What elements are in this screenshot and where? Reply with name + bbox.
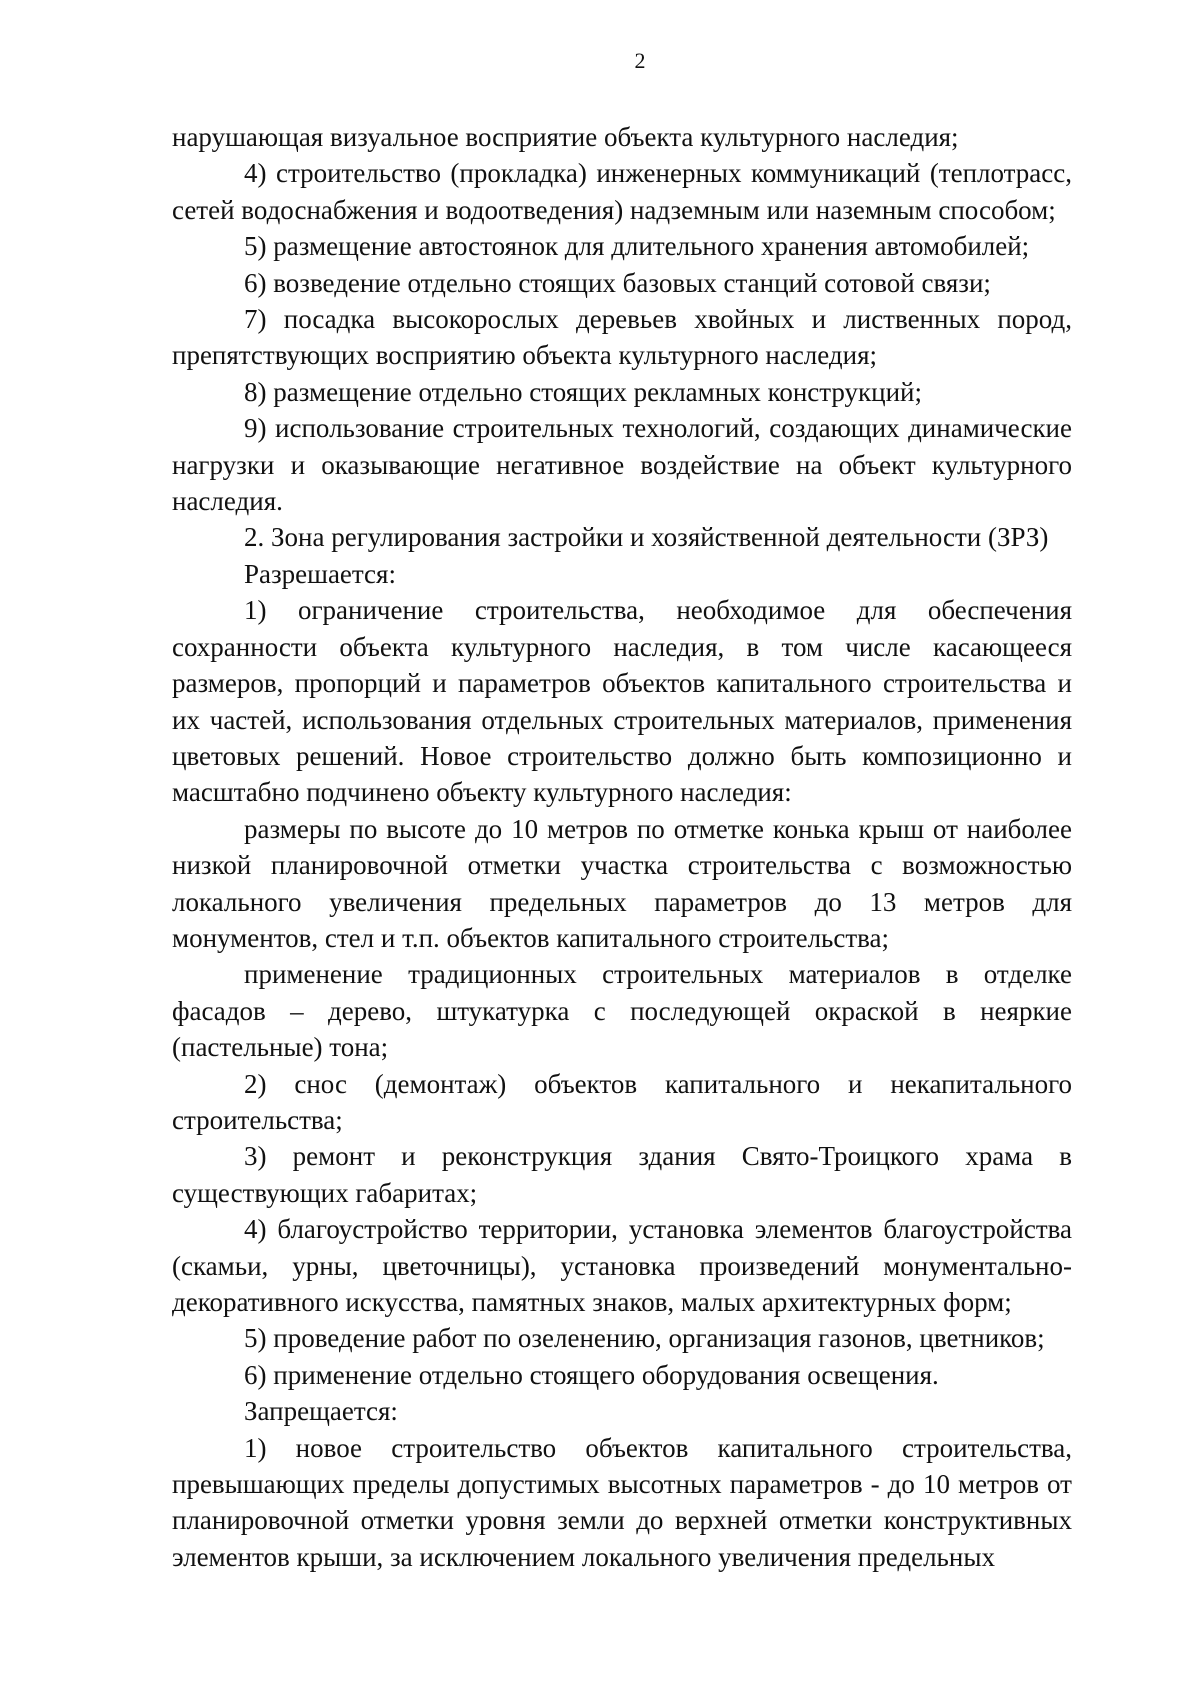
forbidden-heading: Запрещается:: [244, 1396, 398, 1427]
paragraph-item-6: 6) возведение отдельно стоящих базовых станций сотовой связи;: [244, 267, 991, 298]
allowed-heading: Разрешается:: [244, 558, 396, 589]
paragraph-item-5: 5) размещение автостоянок для длительного хранения автомобилей;: [244, 231, 1030, 262]
section-heading-zrz: 2. Зона регулирования застройки и хозяйственной деятельности (ЗРЗ): [244, 522, 1049, 553]
paragraph-item-7: 7) посадка высокорослых деревьев хвойных и лиственных пород, препятствующих восприятию объекта культурного наследия;: [172, 304, 1072, 371]
paragraph-item-4: 4) строительство (прокладка) инженерных коммуникаций (теплотрасс, сетей водоснабжения и водоотведения) надземным или наземным способом;: [172, 158, 1072, 225]
allowed-item-1: 1) ограничение строительства, необходимое для обеспечения сохранности объекта культурного наследия, в том числе касающееся размеров, пропорций и параметров объектов капитального строительства и их частей, использования отдельных строительных материалов, применения цветовых решений. Новое строительство должно быть композиционно и масштабно подчинено объекту культурного наследия:: [172, 595, 1072, 808]
allowed-item-4: 4) благоустройство территории, установка элементов благоустройства (скамьи, урны, цветочницы), установка произведений монументально-декоративного искусства, памятных знаков, малых архитектурных форм;: [172, 1214, 1072, 1317]
allowed-item-6: 6) применение отдельно стоящего оборудования освещения.: [244, 1359, 939, 1390]
forbidden-item-1: 1) новое строительство объектов капитального строительства, превышающих пределы допустимых высотных параметров - до 10 метров от планировочной отметки уровня земли до верхней отметки конструктивных элементов крыши, за исключением локального увеличения предельных: [172, 1432, 1072, 1572]
paragraph-item-8: 8) размещение отдельно стоящих рекламных конструкций;: [244, 376, 923, 407]
allowed-item-3: 3) ремонт и реконструкция здания Свято-Троицкого храма в существующих габаритах;: [172, 1141, 1072, 1208]
paragraph-continuation: нарушающая визуальное восприятие объекта культурного наследия;: [172, 122, 959, 152]
allowed-item-5: 5) проведение работ по озеленению, организация газонов, цветников;: [244, 1323, 1045, 1354]
paragraph-item-9: 9) использование строительных технологий, создающих динамические нагрузки и оказывающие негативное воздействие на объект культурного наследия.: [172, 413, 1072, 517]
document-body: [172, 0, 1072, 1575]
allowed-item-1-height: размеры по высоте до 10 метров по отметке конька крыш от наиболее низкой планировочной отметки участка строительства с возможностью локального увеличения предельных параметров до 13 метров для монументов, стел и т.п. объектов капитального строительства;: [172, 813, 1072, 953]
page-number: 2: [634, 48, 646, 73]
allowed-item-1-materials: применение традиционных строительных материалов в отделке фасадов – дерево, штукатурка с последующей окраской в неяркие (пастельные) тона;: [172, 959, 1072, 1063]
allowed-item-2: 2) снос (демонтаж) объектов капитального и некапитального строительства;: [172, 1068, 1072, 1135]
